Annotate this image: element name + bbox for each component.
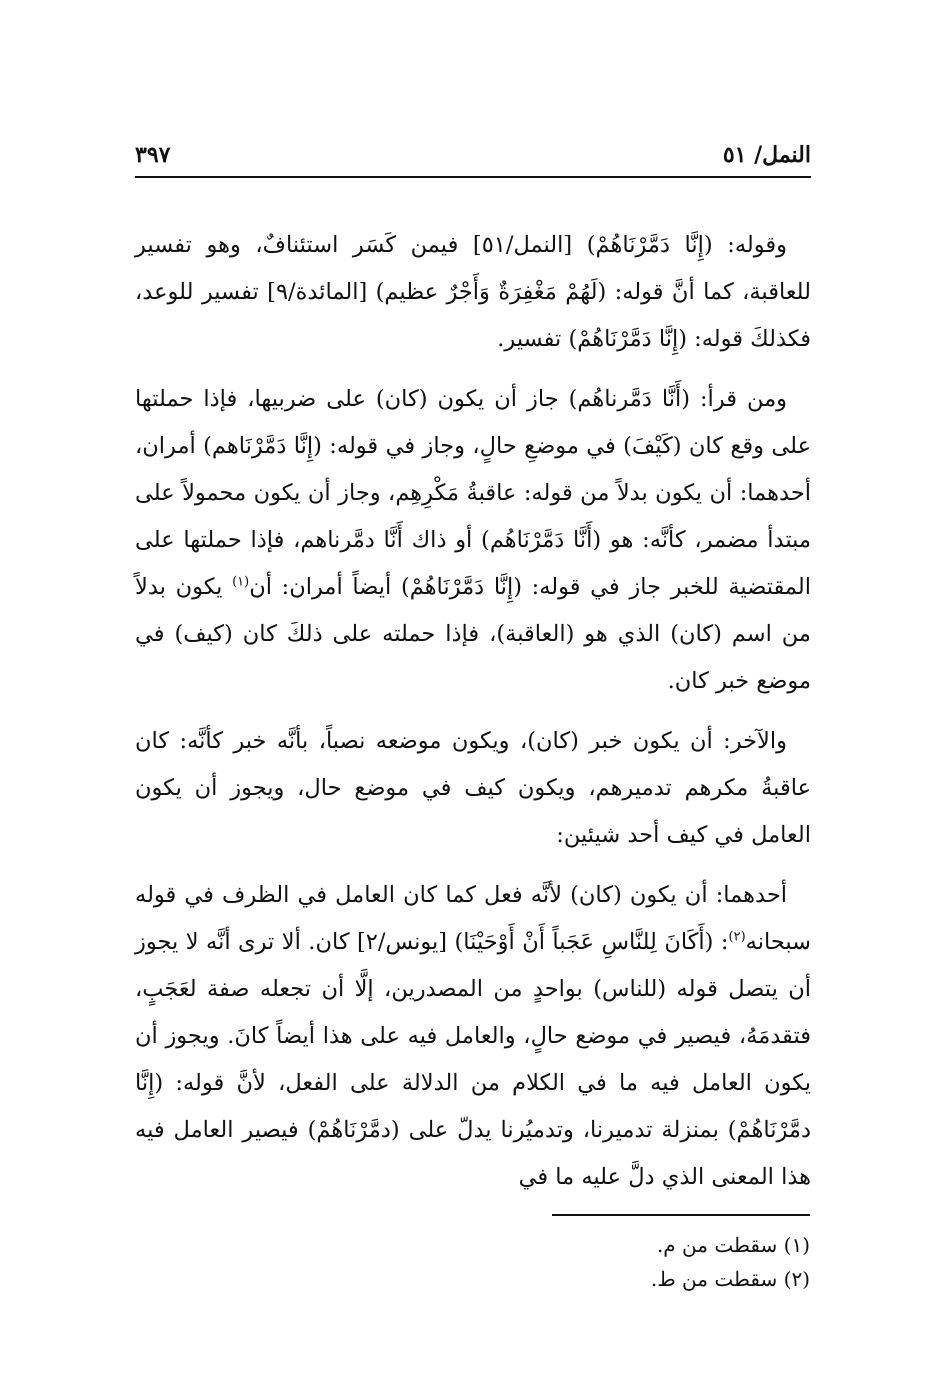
paragraph [135, 376, 811, 705]
main-text [135, 222, 811, 1214]
paragraph-text: : (أَكَانَ لِلنَّاسِ عَجَباً أَنْ أَوْحَيْنَا) [يونس/٢] كان. ألا ترى أنَّه لا يجوز أن يتصل قوله (للناس) بواحدٍ من المصدرين، إلَّا أن تجعله صفة لعَجَبٍ، فتقدمَهُ، فيصير في موضع حالٍ، والعامل فيه على هذا أيضاً كانَ. ويجوز أن يكون العامل فيه ما في الكلام من الدلالة على الفعل، لأنَّ قوله: (إِنَّا دمَّرْنَاهُمْ) بمنزلة تدميرنا، وتدميُرنا يدلّ على (دمَّرْنَاهُمْ) فيصير العامل فيه هذا المعنى الذي دلَّ عليه ما في [135, 929, 811, 1190]
page-number: ٣٩٧ [135, 142, 171, 168]
footnote-marker-1: (١) [232, 574, 250, 590]
paragraph-text: والآخر: أن يكون خبر (كان)، ويكون موضعه نصباً، بأنَّه خبر كأنَّه: كان عاقبةُ مكرهم تدميرهم، ويكون كيف في موضع حال، ويجوز أن يكون العامل في كيف أحد شيئين: [135, 728, 811, 848]
running-title: النمل/ ٥١ [722, 142, 811, 168]
footnote-divider [552, 1214, 810, 1216]
paragraph [135, 222, 811, 363]
footnote-1: (١) سقطت من م. [656, 1233, 810, 1257]
paragraph [135, 718, 811, 859]
paragraph [135, 872, 811, 1201]
paragraph-text: يكون بدلاً من اسم (كان) الذي هو (العاقبة)، فإذا حملته على ذلكَ كان (كيف) في موضع خبر كان. [135, 574, 811, 694]
paragraph-text: ومن قرأ: (أَنَّا دَمَّرناهُم) جاز أن يكون (كان) على ضربيها، فإذا حملتها على وقع كان (كَيْفَ) في موضعِ حالٍ، وجاز في قوله: (إِنَّا دَمَّرْنَاهم) أمران، أحدهما: أن يكون بدلاً من قوله: عاقبةُ مَكْرِهِم، وجاز أن يكون محمولاً على مبتدأ مضمر، كأنَّه: هو (أَنَّا دَمَّرْنَاهُم) أو ذاك أَنَّا دمَّرناهم، فإذا حملتها على المقتضية للخبر جاز في قوله: (إِنَّا دَمَّرْنَاهُمْ) أيضاً أمران: أن [135, 386, 811, 600]
page-header [135, 140, 811, 178]
footnotes [410, 1228, 810, 1296]
footnote-2: (٢) سقطت من ط. [650, 1267, 810, 1291]
paragraph-text: أحدهما: أن يكون (كان) لأنَّه فعل كما كان العامل في الظرف في قوله سبحانه [135, 882, 811, 955]
paragraph-text: وقوله: (إِنَّا دَمَّرْنَاهُمْ) [النمل/٥١] فيمن كَسَر استئنافٌ، وهو تفسير للعاقبة، كما أنَّ قوله: (لَهُمْ مَغْفِرَةٌ وَأَجْرٌ عظيم) [المائدة/٩] تفسير للوعد، فكذلكَ قوله: (إِنَّا دَمَّرْنَاهُمْ) تفسير. [135, 232, 811, 352]
footnote-marker-2: (٢) [728, 929, 746, 945]
